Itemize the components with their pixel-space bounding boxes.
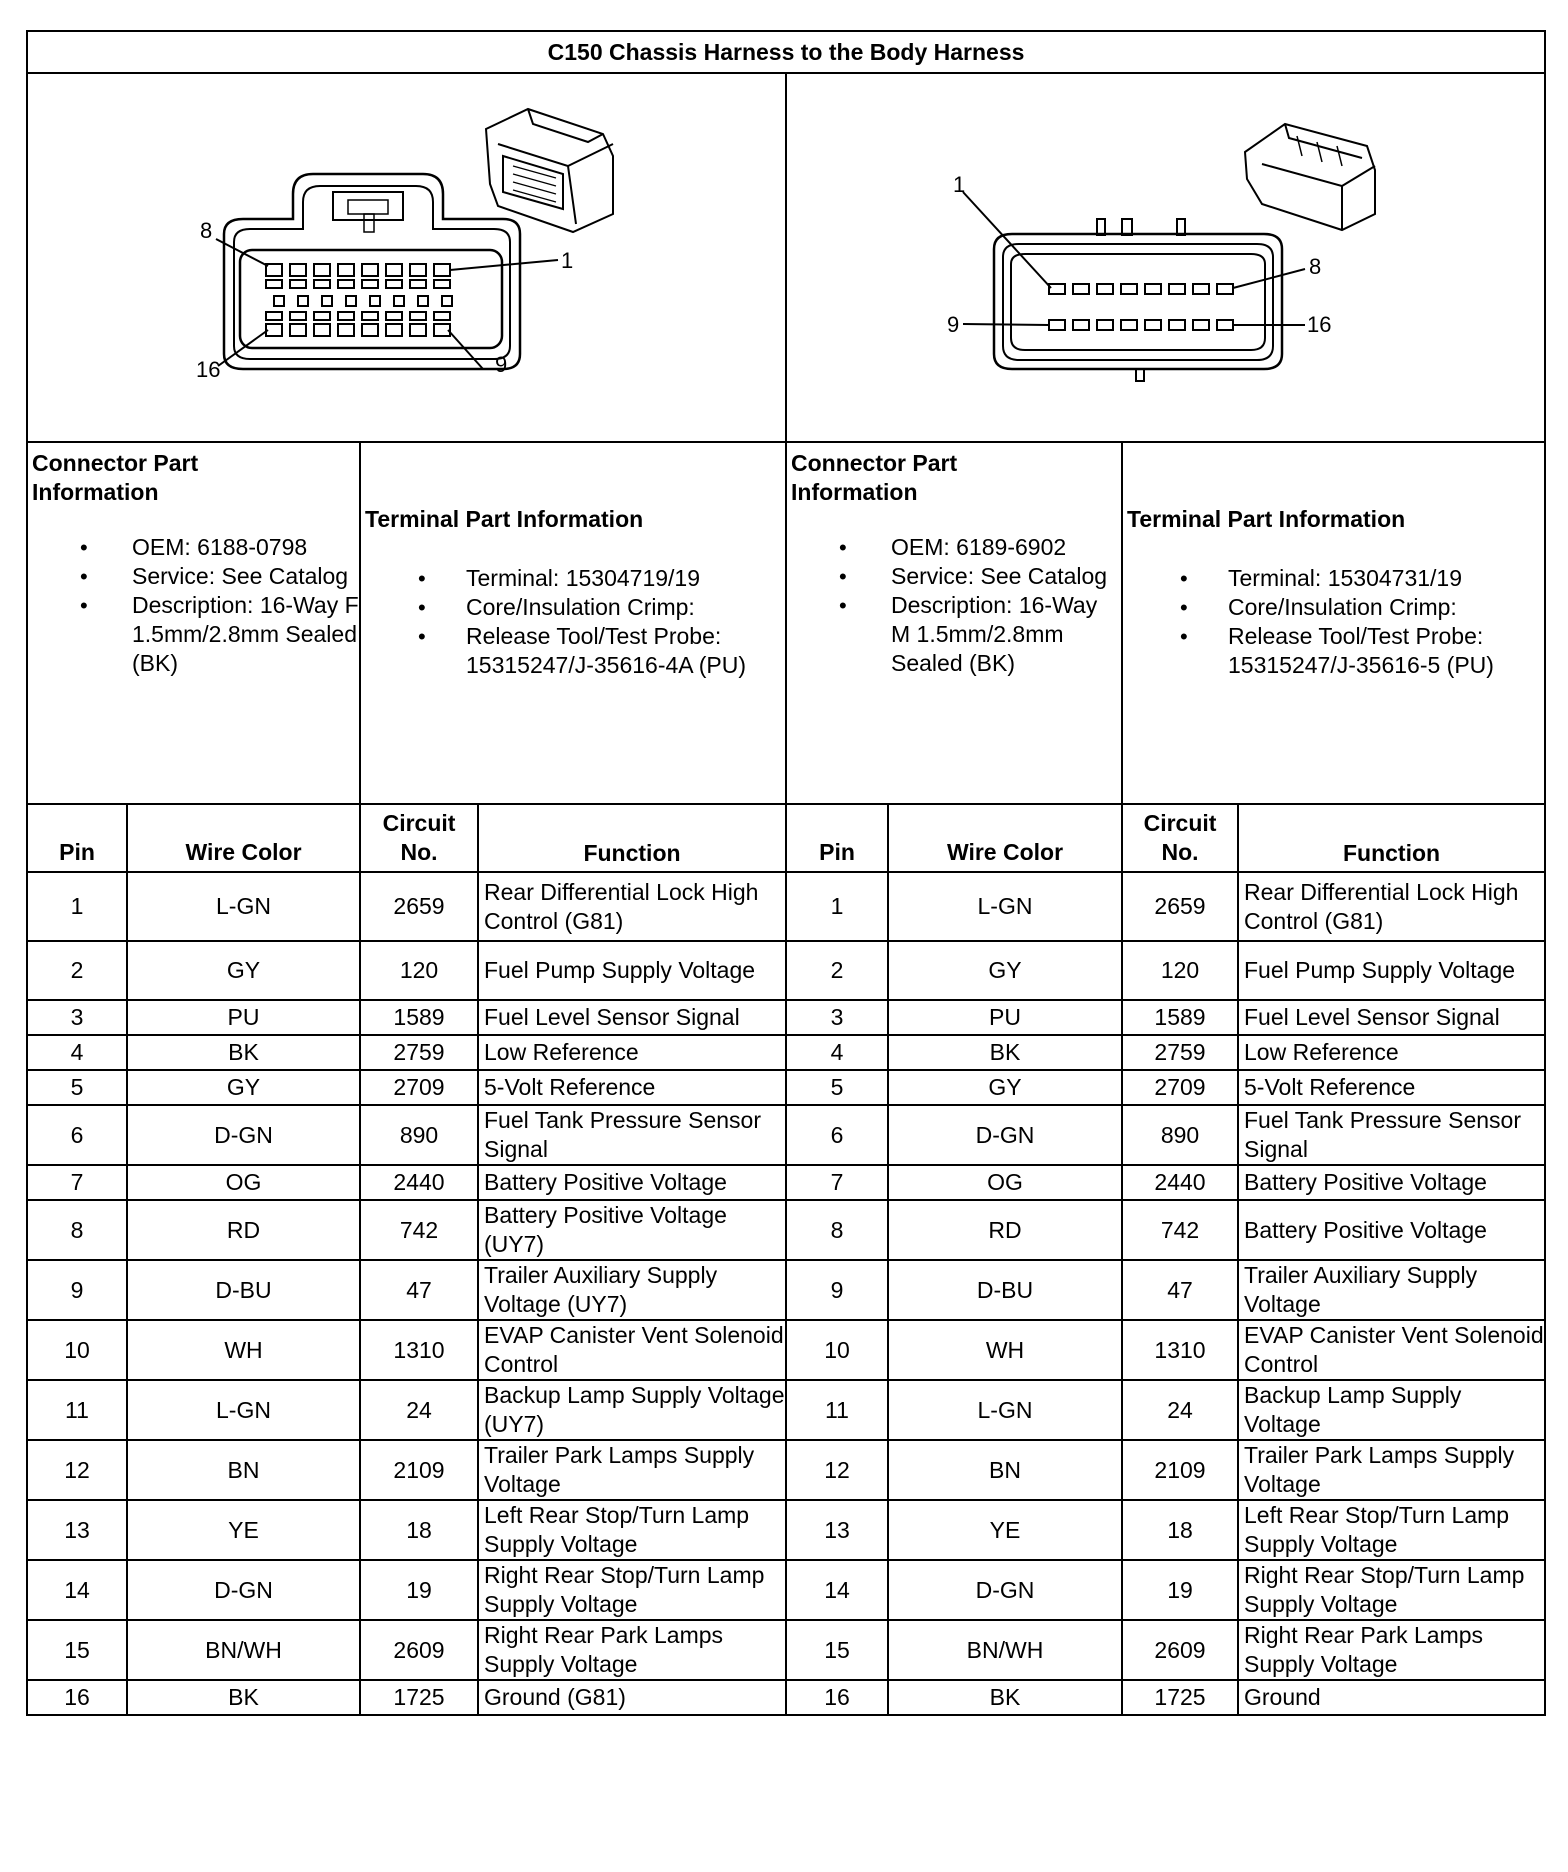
wire-color-cell: BK	[127, 1035, 360, 1070]
function-cell: Trailer Park Lamps Supply Voltage	[478, 1440, 786, 1500]
circuit-cell: 2659	[1122, 872, 1238, 941]
function-cell: Fuel Tank Pressure Sensor Signal	[478, 1105, 786, 1165]
connector-part-heading: Connector Part Information	[32, 450, 199, 505]
header-pin: Pin	[786, 804, 888, 872]
list-item: • Release Tool/Test Probe: 15315247/J-35616-5 (PU)	[1123, 622, 1544, 680]
circuit-cell: 2440	[360, 1165, 478, 1200]
circuit-cell: 2659	[360, 872, 478, 941]
function-cell: Fuel Tank Pressure Sensor Signal	[1238, 1105, 1545, 1165]
wire-color-cell: L-GN	[127, 1380, 360, 1440]
pin-label-1: 1	[953, 172, 966, 197]
circuit-cell: 24	[1122, 1380, 1238, 1440]
function-cell: Fuel Pump Supply Voltage	[478, 941, 786, 1000]
table-row	[27, 1440, 1545, 1500]
wire-color-cell: RD	[127, 1200, 360, 1260]
pin-cell: 9	[27, 1260, 127, 1320]
wire-color-cell: WH	[127, 1320, 360, 1380]
pin-cell: 4	[786, 1035, 888, 1070]
function-cell: Low Reference	[1238, 1035, 1545, 1070]
table-row	[27, 1680, 1545, 1715]
function-cell: 5-Volt Reference	[478, 1070, 786, 1105]
wire-color-cell: D-GN	[127, 1560, 360, 1620]
pin-cell: 3	[786, 1000, 888, 1035]
wire-color-cell: L-GN	[888, 872, 1122, 941]
function-cell: EVAP Canister Vent Solenoid Control	[478, 1320, 786, 1380]
table-row	[27, 1035, 1545, 1070]
function-cell: Backup Lamp Supply Voltage	[1238, 1380, 1545, 1440]
circuit-cell: 18	[1122, 1500, 1238, 1560]
pin-label-16: 16	[1307, 312, 1332, 337]
table-row	[27, 1260, 1545, 1320]
connector-part-list	[28, 533, 359, 678]
connector-table	[26, 30, 1546, 1716]
pin-rows	[27, 872, 1545, 1715]
circuit-cell: 2709	[1122, 1070, 1238, 1105]
header-function: Function	[478, 804, 786, 872]
pin-cell: 13	[786, 1500, 888, 1560]
connector-part-list	[787, 533, 1121, 678]
table-row	[27, 1105, 1545, 1165]
function-cell: Rear Differential Lock High Control (G81)	[1238, 872, 1545, 941]
pin-label-1: 1	[561, 248, 574, 273]
list-item: • Service: See Catalog	[28, 562, 359, 591]
circuit-cell: 2759	[360, 1035, 478, 1070]
list-item: • Service: See Catalog	[787, 562, 1121, 591]
right-connector-diagram	[786, 73, 1545, 442]
pin-cell: 6	[786, 1105, 888, 1165]
function-cell: Battery Positive Voltage (UY7)	[478, 1200, 786, 1260]
male-connector-face-drawing	[787, 74, 1543, 436]
pin-cell: 15	[786, 1620, 888, 1680]
circuit-cell: 1725	[1122, 1680, 1238, 1715]
circuit-cell: 1589	[1122, 1000, 1238, 1035]
circuit-cell: 1310	[1122, 1320, 1238, 1380]
table-row	[27, 1560, 1545, 1620]
wire-color-cell: BK	[127, 1680, 360, 1715]
function-cell: Right Rear Stop/Turn Lamp Supply Voltage	[478, 1560, 786, 1620]
pin-cell: 16	[786, 1680, 888, 1715]
function-cell: 5-Volt Reference	[1238, 1070, 1545, 1105]
pin-cell: 6	[27, 1105, 127, 1165]
wire-color-cell: BN/WH	[888, 1620, 1122, 1680]
list-item: • Core/Insulation Crimp:	[1123, 593, 1544, 622]
function-cell: Ground	[1238, 1680, 1545, 1715]
circuit-cell: 19	[1122, 1560, 1238, 1620]
table-row	[27, 1200, 1545, 1260]
wire-color-cell: YE	[127, 1500, 360, 1560]
right-terminal-part-info	[1122, 442, 1545, 804]
wire-color-cell: WH	[888, 1320, 1122, 1380]
circuit-cell: 1589	[360, 1000, 478, 1035]
list-item: • Terminal: 15304719/19	[361, 564, 785, 593]
pin-cell: 9	[786, 1260, 888, 1320]
wire-color-cell: OG	[888, 1165, 1122, 1200]
circuit-cell: 19	[360, 1560, 478, 1620]
circuit-cell: 890	[1122, 1105, 1238, 1165]
function-cell: Rear Differential Lock High Control (G81)	[478, 872, 786, 941]
wire-color-cell: BK	[888, 1035, 1122, 1070]
pin-cell: 8	[27, 1200, 127, 1260]
pin-cell: 14	[786, 1560, 888, 1620]
pin-cell: 2	[786, 941, 888, 1000]
circuit-cell: 2109	[1122, 1440, 1238, 1500]
wire-color-cell: OG	[127, 1165, 360, 1200]
header-function: Function	[1238, 804, 1545, 872]
circuit-cell: 2709	[360, 1070, 478, 1105]
table-row	[27, 1000, 1545, 1035]
list-item: • OEM: 6188-0798	[28, 533, 359, 562]
column-header-row	[27, 804, 1545, 872]
table-row	[27, 872, 1545, 941]
pin-cell: 15	[27, 1620, 127, 1680]
pin-cell: 16	[27, 1680, 127, 1715]
pin-label-8: 8	[200, 218, 213, 243]
pin-cell: 10	[786, 1320, 888, 1380]
pin-cell: 7	[786, 1165, 888, 1200]
table-row	[27, 1380, 1545, 1440]
wire-color-cell: BN	[127, 1440, 360, 1500]
pin-label-8: 8	[1309, 254, 1322, 279]
function-cell: Ground (G81)	[478, 1680, 786, 1715]
table-row	[27, 1070, 1545, 1105]
left-terminal-part-info	[360, 442, 786, 804]
wire-color-cell: GY	[888, 941, 1122, 1000]
wire-color-cell: D-GN	[888, 1560, 1122, 1620]
wire-color-cell: BK	[888, 1680, 1122, 1715]
wire-color-cell: PU	[127, 1000, 360, 1035]
pin-cell: 11	[27, 1380, 127, 1440]
pin-cell: 7	[27, 1165, 127, 1200]
list-item: • OEM: 6189-6902	[787, 533, 1121, 562]
table-row	[27, 941, 1545, 1000]
circuit-cell: 18	[360, 1500, 478, 1560]
connector-sheet	[26, 30, 1544, 1716]
pin-cell: 11	[786, 1380, 888, 1440]
wire-color-cell: D-GN	[888, 1105, 1122, 1165]
terminal-part-list	[361, 564, 785, 680]
table-title: C150 Chassis Harness to the Body Harness	[27, 31, 1545, 73]
female-connector-3d-icon	[486, 109, 613, 232]
function-cell: Trailer Park Lamps Supply Voltage	[1238, 1440, 1545, 1500]
function-cell: Battery Positive Voltage	[1238, 1165, 1545, 1200]
circuit-cell: 890	[360, 1105, 478, 1165]
wire-color-cell: YE	[888, 1500, 1122, 1560]
list-item: • Terminal: 15304731/19	[1123, 564, 1544, 593]
function-cell: EVAP Canister Vent Solenoid Control	[1238, 1320, 1545, 1380]
function-cell: Low Reference	[478, 1035, 786, 1070]
pin-cell: 14	[27, 1560, 127, 1620]
connector-part-heading: Connector Part Information	[791, 450, 958, 505]
wire-color-cell: D-BU	[888, 1260, 1122, 1320]
wire-color-cell: D-BU	[127, 1260, 360, 1320]
function-cell: Right Rear Stop/Turn Lamp Supply Voltage	[1238, 1560, 1545, 1620]
circuit-cell: 1725	[360, 1680, 478, 1715]
function-cell: Right Rear Park Lamps Supply Voltage	[478, 1620, 786, 1680]
pin-label-16: 16	[196, 357, 221, 382]
wire-color-cell: L-GN	[127, 872, 360, 941]
list-item: • Release Tool/Test Probe: 15315247/J-35616-4A (PU)	[361, 622, 785, 680]
function-cell: Fuel Level Sensor Signal	[1238, 1000, 1545, 1035]
pin-cell: 4	[27, 1035, 127, 1070]
wire-color-cell: RD	[888, 1200, 1122, 1260]
circuit-cell: 2609	[360, 1620, 478, 1680]
circuit-cell: 742	[1122, 1200, 1238, 1260]
pin-cell: 8	[786, 1200, 888, 1260]
list-item: • Core/Insulation Crimp:	[361, 593, 785, 622]
function-cell: Left Rear Stop/Turn Lamp Supply Voltage	[1238, 1500, 1545, 1560]
wire-color-cell: PU	[888, 1000, 1122, 1035]
wire-color-cell: BN	[888, 1440, 1122, 1500]
circuit-cell: 742	[360, 1200, 478, 1260]
pin-cell: 12	[27, 1440, 127, 1500]
wire-color-cell: D-GN	[127, 1105, 360, 1165]
function-cell: Trailer Auxiliary Supply Voltage	[1238, 1260, 1545, 1320]
wire-color-cell: L-GN	[888, 1380, 1122, 1440]
pin-cell: 5	[786, 1070, 888, 1105]
list-item: • Description: 16-Way F 1.5mm/2.8mm Sealed (BK)	[28, 591, 359, 678]
function-cell: Fuel Pump Supply Voltage	[1238, 941, 1545, 1000]
table-row	[27, 1500, 1545, 1560]
circuit-cell: 2759	[1122, 1035, 1238, 1070]
left-connector-part-info	[27, 442, 360, 804]
wire-color-cell: GY	[888, 1070, 1122, 1105]
circuit-cell: 120	[1122, 941, 1238, 1000]
wire-color-cell: GY	[127, 1070, 360, 1105]
header-pin: Pin	[27, 804, 127, 872]
pin-cell: 3	[27, 1000, 127, 1035]
header-wire-color: Wire Color	[127, 804, 360, 872]
table-row	[27, 1620, 1545, 1680]
circuit-cell: 1310	[360, 1320, 478, 1380]
table-row	[27, 1320, 1545, 1380]
female-connector-face-drawing	[28, 74, 784, 436]
function-cell: Battery Positive Voltage	[1238, 1200, 1545, 1260]
pin-cell: 5	[27, 1070, 127, 1105]
table-row	[27, 1165, 1545, 1200]
pin-cell: 1	[27, 872, 127, 941]
circuit-cell: 120	[360, 941, 478, 1000]
function-cell: Fuel Level Sensor Signal	[478, 1000, 786, 1035]
header-circuit-no: Circuit No.	[360, 804, 478, 872]
circuit-cell: 2609	[1122, 1620, 1238, 1680]
header-circuit-no: Circuit No.	[1122, 804, 1238, 872]
left-connector-diagram	[27, 73, 786, 442]
pin-cell: 13	[27, 1500, 127, 1560]
terminal-part-heading: Terminal Part Information	[365, 506, 644, 532]
circuit-cell: 47	[360, 1260, 478, 1320]
pin-cell: 1	[786, 872, 888, 941]
terminal-part-heading: Terminal Part Information	[1127, 506, 1406, 532]
right-connector-part-info	[786, 442, 1122, 804]
function-cell: Backup Lamp Supply Voltage (UY7)	[478, 1380, 786, 1440]
wire-color-cell: GY	[127, 941, 360, 1000]
circuit-cell: 2109	[360, 1440, 478, 1500]
pin-cell: 10	[27, 1320, 127, 1380]
function-cell: Left Rear Stop/Turn Lamp Supply Voltage	[478, 1500, 786, 1560]
circuit-cell: 2440	[1122, 1165, 1238, 1200]
pin-label-9: 9	[947, 312, 960, 337]
header-wire-color: Wire Color	[888, 804, 1122, 872]
circuit-cell: 24	[360, 1380, 478, 1440]
function-cell: Battery Positive Voltage	[478, 1165, 786, 1200]
wire-color-cell: BN/WH	[127, 1620, 360, 1680]
function-cell: Trailer Auxiliary Supply Voltage (UY7)	[478, 1260, 786, 1320]
pin-cell: 12	[786, 1440, 888, 1500]
male-connector-3d-icon	[1245, 124, 1375, 230]
pin-cell: 2	[27, 941, 127, 1000]
circuit-cell: 47	[1122, 1260, 1238, 1320]
function-cell: Right Rear Park Lamps Supply Voltage	[1238, 1620, 1545, 1680]
terminal-part-list	[1123, 564, 1544, 680]
list-item: • Description: 16-Way M 1.5mm/2.8mm Sealed (BK)	[787, 591, 1121, 678]
pin-label-9: 9	[495, 352, 508, 377]
